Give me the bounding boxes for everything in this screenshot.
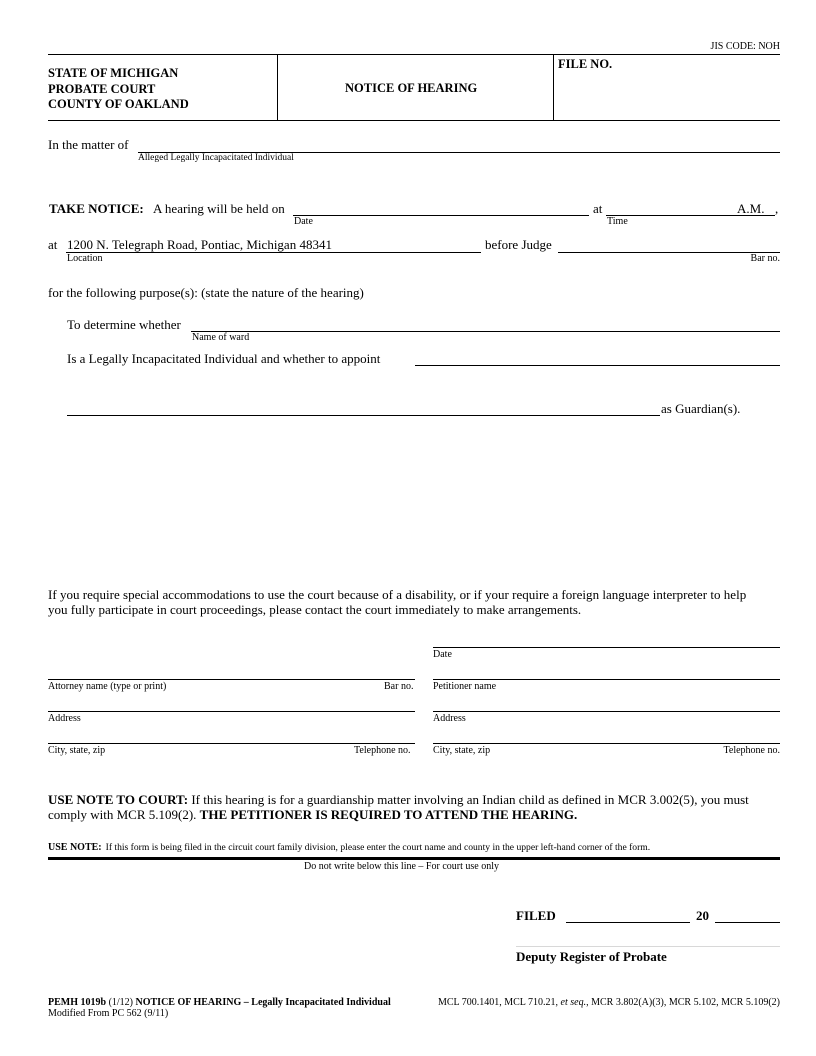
accommodations-line1: If you require special accommodations to use the court because of a disability, or if your require a foreign language interpreter to help [48,587,747,602]
attorney-name-caption: Attorney name (type or print) [48,681,167,692]
ward-caption: Name of ward [192,332,250,343]
filed-year-field[interactable] [715,922,780,923]
judge-label: before Judge [485,237,552,252]
use-note-text: If this form is being filed in the circuit court family division, please enter the court name and county in the upper left-hand corner of the form. [105,842,651,853]
matter-caption: Alleged Legally Incapacitated Individual [138,153,294,163]
time-comma: , [775,201,779,216]
matter-label: In the matter of [48,137,129,152]
footer-form-id: PEMH 1019b [48,997,107,1008]
filed-date-field[interactable] [566,922,690,923]
footer-citation-part2: , MCR 3.802(A)(3), MCR 5.102, MCR 5.109(2) [586,997,780,1008]
footer-form-title: NOTICE OF HEARING – Legally Incapacitated Individual [135,997,391,1008]
ward-name-field[interactable] [191,331,780,332]
use-note-court-text: If this hearing is for a guardianship matter involving an Indian child as defined in MCR 3.002(5), you must [191,792,749,807]
court-use-divider [48,857,780,860]
time-am: A.M. [737,201,765,216]
footer-form-line [48,997,391,1008]
attorney-address-field[interactable] [48,711,415,712]
attorney-address-caption: Address [48,713,81,724]
header-divider-right [553,54,554,120]
petitioner-city-field[interactable] [433,743,780,744]
filed-label: FILED [516,908,556,923]
deputy-label: Deputy Register of Probate [516,949,667,964]
header-top-rule [48,54,780,55]
court-state: STATE OF MICHIGAN [48,66,179,80]
file-no-field[interactable] [560,76,774,114]
filed-year-prefix: 20 [696,908,709,923]
use-note [48,837,650,855]
use-note-court-attend: THE PETITIONER IS REQUIRED TO ATTEND THE HEARING. [199,807,578,822]
header-bottom-rule [48,120,780,121]
use-note-court-line1 [48,792,749,808]
deputy-signature-line[interactable] [516,946,780,947]
determine-label: To determine whether [67,317,181,332]
purpose-label: for the following purpose(s): (state the nature of the hearing) [48,285,364,300]
date-caption: Date [294,216,313,227]
use-note-court-heading: USE NOTE TO COURT: [48,792,189,807]
location-caption: Location [67,253,103,264]
petitioner-address-field[interactable] [433,711,780,712]
accommodations-line2: you fully participate in court proceedings, please contact the court immediately to make arrangements. [48,602,582,617]
jis-code: JIS CODE: NOH [710,41,780,52]
appoint-field[interactable] [415,365,780,366]
file-no-label: FILE NO. [558,57,613,71]
guardian-suffix: as Guardian(s). [661,401,741,416]
footer-citation [438,997,780,1008]
header-divider-left [277,54,278,120]
petitioner-address-caption: Address [433,713,466,724]
judge-name-field[interactable] [558,252,780,253]
petitioner-name-caption: Petitioner name [433,681,497,692]
use-note-court-comply: comply with MCR 5.109(2). [48,807,197,822]
use-note-heading: USE NOTE: [48,842,102,853]
attorney-city-field[interactable] [48,743,415,744]
location-value[interactable]: 1200 N. Telegraph Road, Pontiac, Michigan 48341 [67,237,332,252]
court-name-block [48,66,189,113]
footer-form-date: (1/12) [108,997,134,1008]
at-label: at [593,201,603,216]
attorney-telephone-caption: Telephone no. [354,745,411,756]
petitioner-name-field[interactable] [433,679,780,680]
signature-date-caption: Date [433,649,452,660]
take-notice-heading: TAKE NOTICE: [49,201,144,216]
time-caption: Time [607,216,628,227]
take-notice-text: A hearing will be held on [153,201,285,216]
form-title: NOTICE OF HEARING [345,81,478,95]
judge-bar-caption: Bar no. [750,253,780,264]
court-type: PROBATE COURT [48,81,156,96]
hearing-date-field[interactable] [293,215,589,216]
lii-text: Is a Legally Incapacitated Individual and whether to appoint [67,351,381,366]
footer-modified-from: Modified From PC 562 (9/11) [48,1008,169,1019]
attorney-city-caption: City, state, zip [48,745,106,756]
guardian-name-field[interactable] [67,415,660,416]
court-county: COUNTY OF OAKLAND [48,97,189,111]
petitioner-telephone-caption: Telephone no. [723,745,780,756]
footer-citation-part1: MCL 700.1401, MCL 710.21, [437,997,559,1008]
location-line [66,252,481,253]
attorney-name-field[interactable] [48,679,415,680]
court-use-caption: Do not write below this line – For court use only [304,861,499,872]
petitioner-city-caption: City, state, zip [433,745,491,756]
attorney-bar-caption: Bar no. [384,681,414,692]
use-note-court-line2 [48,807,577,823]
footer-citation-etseq: et seq. [560,997,587,1008]
location-at-label: at [48,237,58,252]
date-signed-field[interactable] [433,647,780,648]
